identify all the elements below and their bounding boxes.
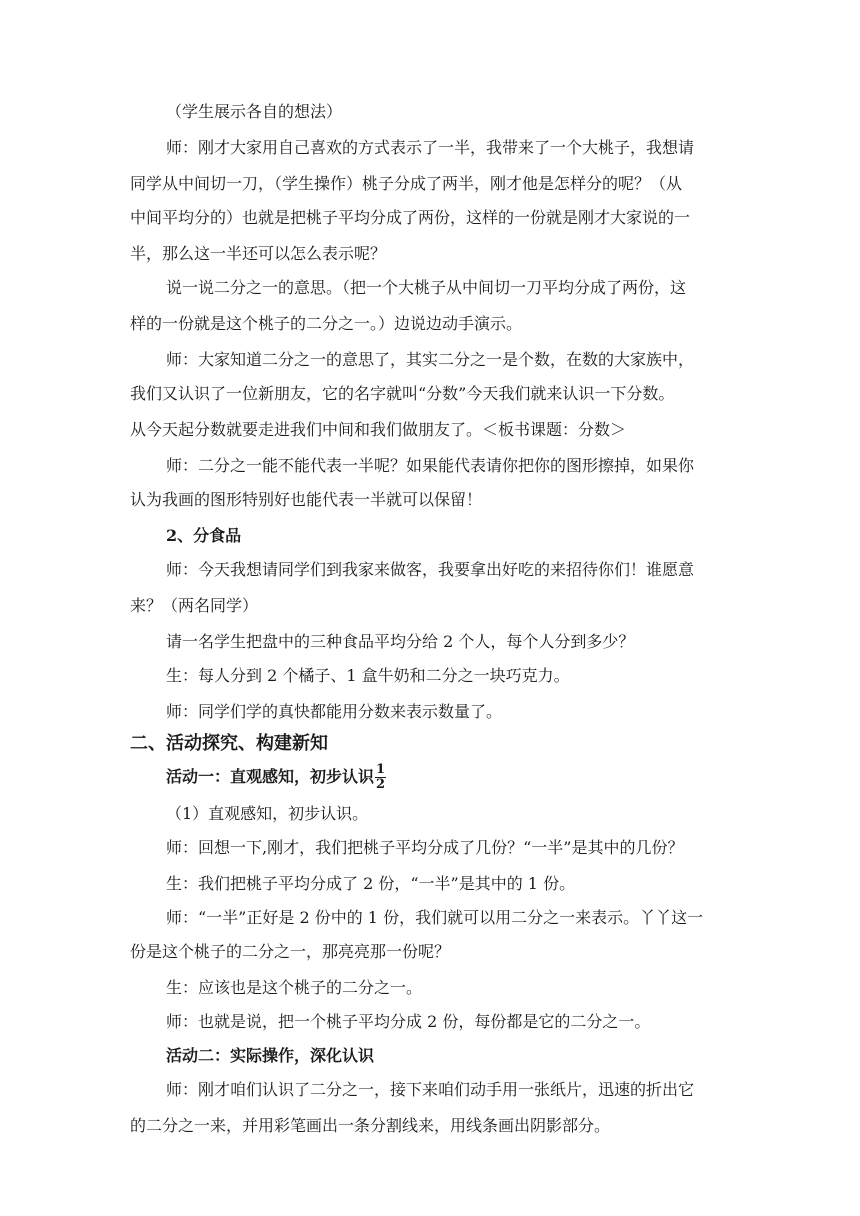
fraction-numerator: 1: [376, 762, 386, 777]
line-text: 请一名学生把盘中的三种食品平均分给 2 个人，每个人分到多少？: [166, 632, 635, 651]
line-text: 我们又认识了一位新朋友，它的名字就叫“分数”今天我们就来认识一下分数。: [130, 384, 675, 403]
subheading: [166, 1045, 374, 1067]
paragraph-line: [166, 349, 694, 371]
paragraph-line: [166, 907, 703, 929]
paragraph-line: [130, 941, 450, 963]
line-text: 说一说二分之一的意思。（把一个大桃子从中间切一刀平均分成了两份，这: [166, 278, 687, 297]
paragraph-line: [166, 277, 686, 299]
line-text: 从今天起分数就要走进我们中间和我们做朋友了。＜板书课题：分数＞: [130, 420, 627, 439]
line-text: 活动一：直观感知，初步认识: [166, 767, 375, 786]
line-text: 来？（两名同学）: [130, 596, 259, 615]
paragraph-line: [130, 489, 482, 511]
line-text: 认为我画的图形特别好也能代表一半就可以保留！: [130, 490, 483, 509]
paragraph-line: [166, 631, 634, 653]
paragraph-line: [130, 383, 674, 405]
line-text: 师：同学们学的真快都能用分数来表示数量了。: [166, 702, 503, 721]
line-text: 师：刚才咱们认识了二分之一，接下来咱们动手用一张纸片，迅速的折出它: [166, 1080, 695, 1099]
line-text: 中间平均分的）也就是把桃子平均分成了两份，这样的一份就是刚才大家说的一: [130, 208, 691, 227]
line-text: （1）直观感知，初步认识。: [166, 804, 369, 823]
paragraph-line: [130, 595, 258, 617]
line-text: 2、分食品: [166, 526, 242, 545]
line-text: 师：回想一下,刚才，我们把桃子平均分成了几份？“一半”是其中的几份？: [166, 838, 684, 857]
paragraph-line: [130, 313, 522, 335]
line-text: 活动二：实际操作，深化认识: [166, 1046, 375, 1065]
line-text: 二、活动探究、构建新知: [130, 733, 328, 754]
paragraph-line: [166, 977, 422, 999]
paragraph-line: [130, 419, 626, 441]
line-text: 份是这个桃子的二分之一，那亮亮那一份呢？: [130, 942, 451, 961]
line-text: （学生展示各自的想法）: [166, 102, 343, 121]
paragraph-line: [166, 665, 570, 687]
line-text: 师：今天我想请同学们到我家来做客，我要拿出好吃的来招待你们！谁愿意: [166, 560, 695, 579]
line-text: 生：应该也是这个桃子的二分之一。: [166, 978, 423, 997]
line-text: 生：我们把桃子平均分成了 2 份，“一半”是其中的 1 份。: [166, 874, 576, 893]
fraction-one-half: [375, 763, 386, 792]
paragraph-line: [130, 1115, 610, 1137]
subheading: [166, 525, 241, 547]
paragraph-line: [130, 173, 682, 195]
section-heading: [130, 733, 328, 755]
paragraph-line: [166, 137, 694, 159]
line-text: 师：刚才大家用自己喜欢的方式表示了一半，我带来了一个大桃子，我想请: [166, 138, 695, 157]
line-text: 师：大家知道二分之一的意思了，其实二分之一是个数，在数的大家族中，: [166, 350, 695, 369]
line-text: 生：每人分到 2 个橘子、1 盒牛奶和二分之一块巧克力。: [166, 666, 570, 685]
line-text: 师：二分之一能不能代表一半呢？如果能代表请你把你的图形擦掉，如果你: [166, 456, 695, 475]
paragraph-line: [166, 873, 575, 895]
paragraph-line: [166, 701, 502, 723]
line-text: 半，那么这一半还可以怎么表示呢？: [130, 244, 387, 263]
paragraph-line: [166, 803, 368, 825]
paragraph-line: [130, 243, 386, 265]
line-text: 师：“一半”正好是 2 份中的 1 份，我们就可以用二分之一来表示。丫丫这一: [166, 908, 704, 927]
paragraph-line: [130, 207, 690, 229]
paragraph-line: [166, 101, 342, 123]
paragraph-line: [166, 455, 694, 477]
paragraph-line: [166, 1011, 650, 1033]
paragraph-line: [166, 1079, 694, 1101]
line-text: 同学从中间切一刀，（学生操作）桃子分成了两半，刚才他是怎样分的呢？（从: [130, 174, 683, 193]
paragraph-line: [166, 559, 694, 581]
line-text: 的二分之一来，并用彩笔画出一条分割线来，用线条画出阴影部分。: [130, 1116, 611, 1135]
line-text: 样的一份就是这个桃子的二分之一。）边说边动手演示。: [130, 314, 523, 333]
paragraph-line: [166, 837, 683, 859]
subheading: [166, 763, 386, 792]
fraction-denominator: 2: [376, 777, 386, 792]
line-text: 师：也就是说，把一个桃子平均分成 2 份，每份都是它的二分之一。: [166, 1012, 651, 1031]
